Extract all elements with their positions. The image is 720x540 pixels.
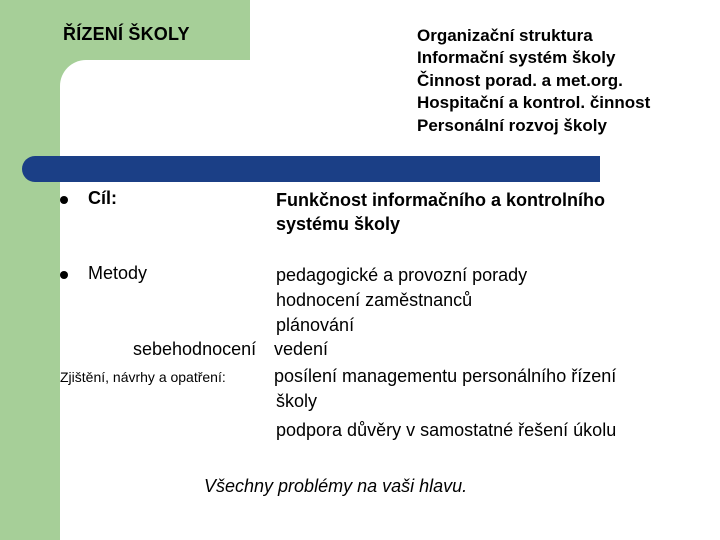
goal-label: Cíl:	[88, 188, 117, 208]
topic-item: Personální rozvoj školy	[417, 115, 607, 135]
topic-item: Informační systém školy	[417, 48, 616, 68]
bullet-icon	[60, 196, 68, 204]
goal-text-line: systému školy	[276, 214, 401, 234]
methods-item: pedagogické a provozní porady	[276, 265, 528, 285]
methods-item: vedení	[274, 339, 329, 359]
slide-title: ŘÍZENÍ ŠKOLY	[63, 24, 190, 44]
blue-divider-bar	[22, 156, 600, 182]
topic-item: Organizační struktura	[417, 26, 593, 45]
bullet-icon	[60, 271, 68, 279]
methods-item: hodnocení zaměstnanců	[276, 290, 473, 310]
footer-note: Všechny problémy na vaši hlavu.	[204, 476, 468, 496]
findings-item: posílení managementu personálního řízení	[274, 366, 617, 386]
topic-list	[417, 25, 650, 137]
findings-label: Zjištění, návrhy a opatření:	[60, 369, 226, 385]
methods-item-prefix: sebehodnocení	[133, 339, 257, 359]
goal-text-line: Funkčnost informačního a kontrolního	[276, 190, 606, 210]
topic-item: Hospitační a kontrol. činnost	[417, 93, 651, 113]
findings-item: podpora důvěry v samostatné řešení úkolu	[276, 420, 617, 440]
methods-label: Metody	[88, 263, 148, 283]
content-corner	[60, 60, 250, 170]
topic-item: Činnost porad. a met.org.	[417, 70, 623, 90]
findings-item: školy	[276, 391, 318, 411]
methods-item: plánování	[276, 315, 355, 335]
